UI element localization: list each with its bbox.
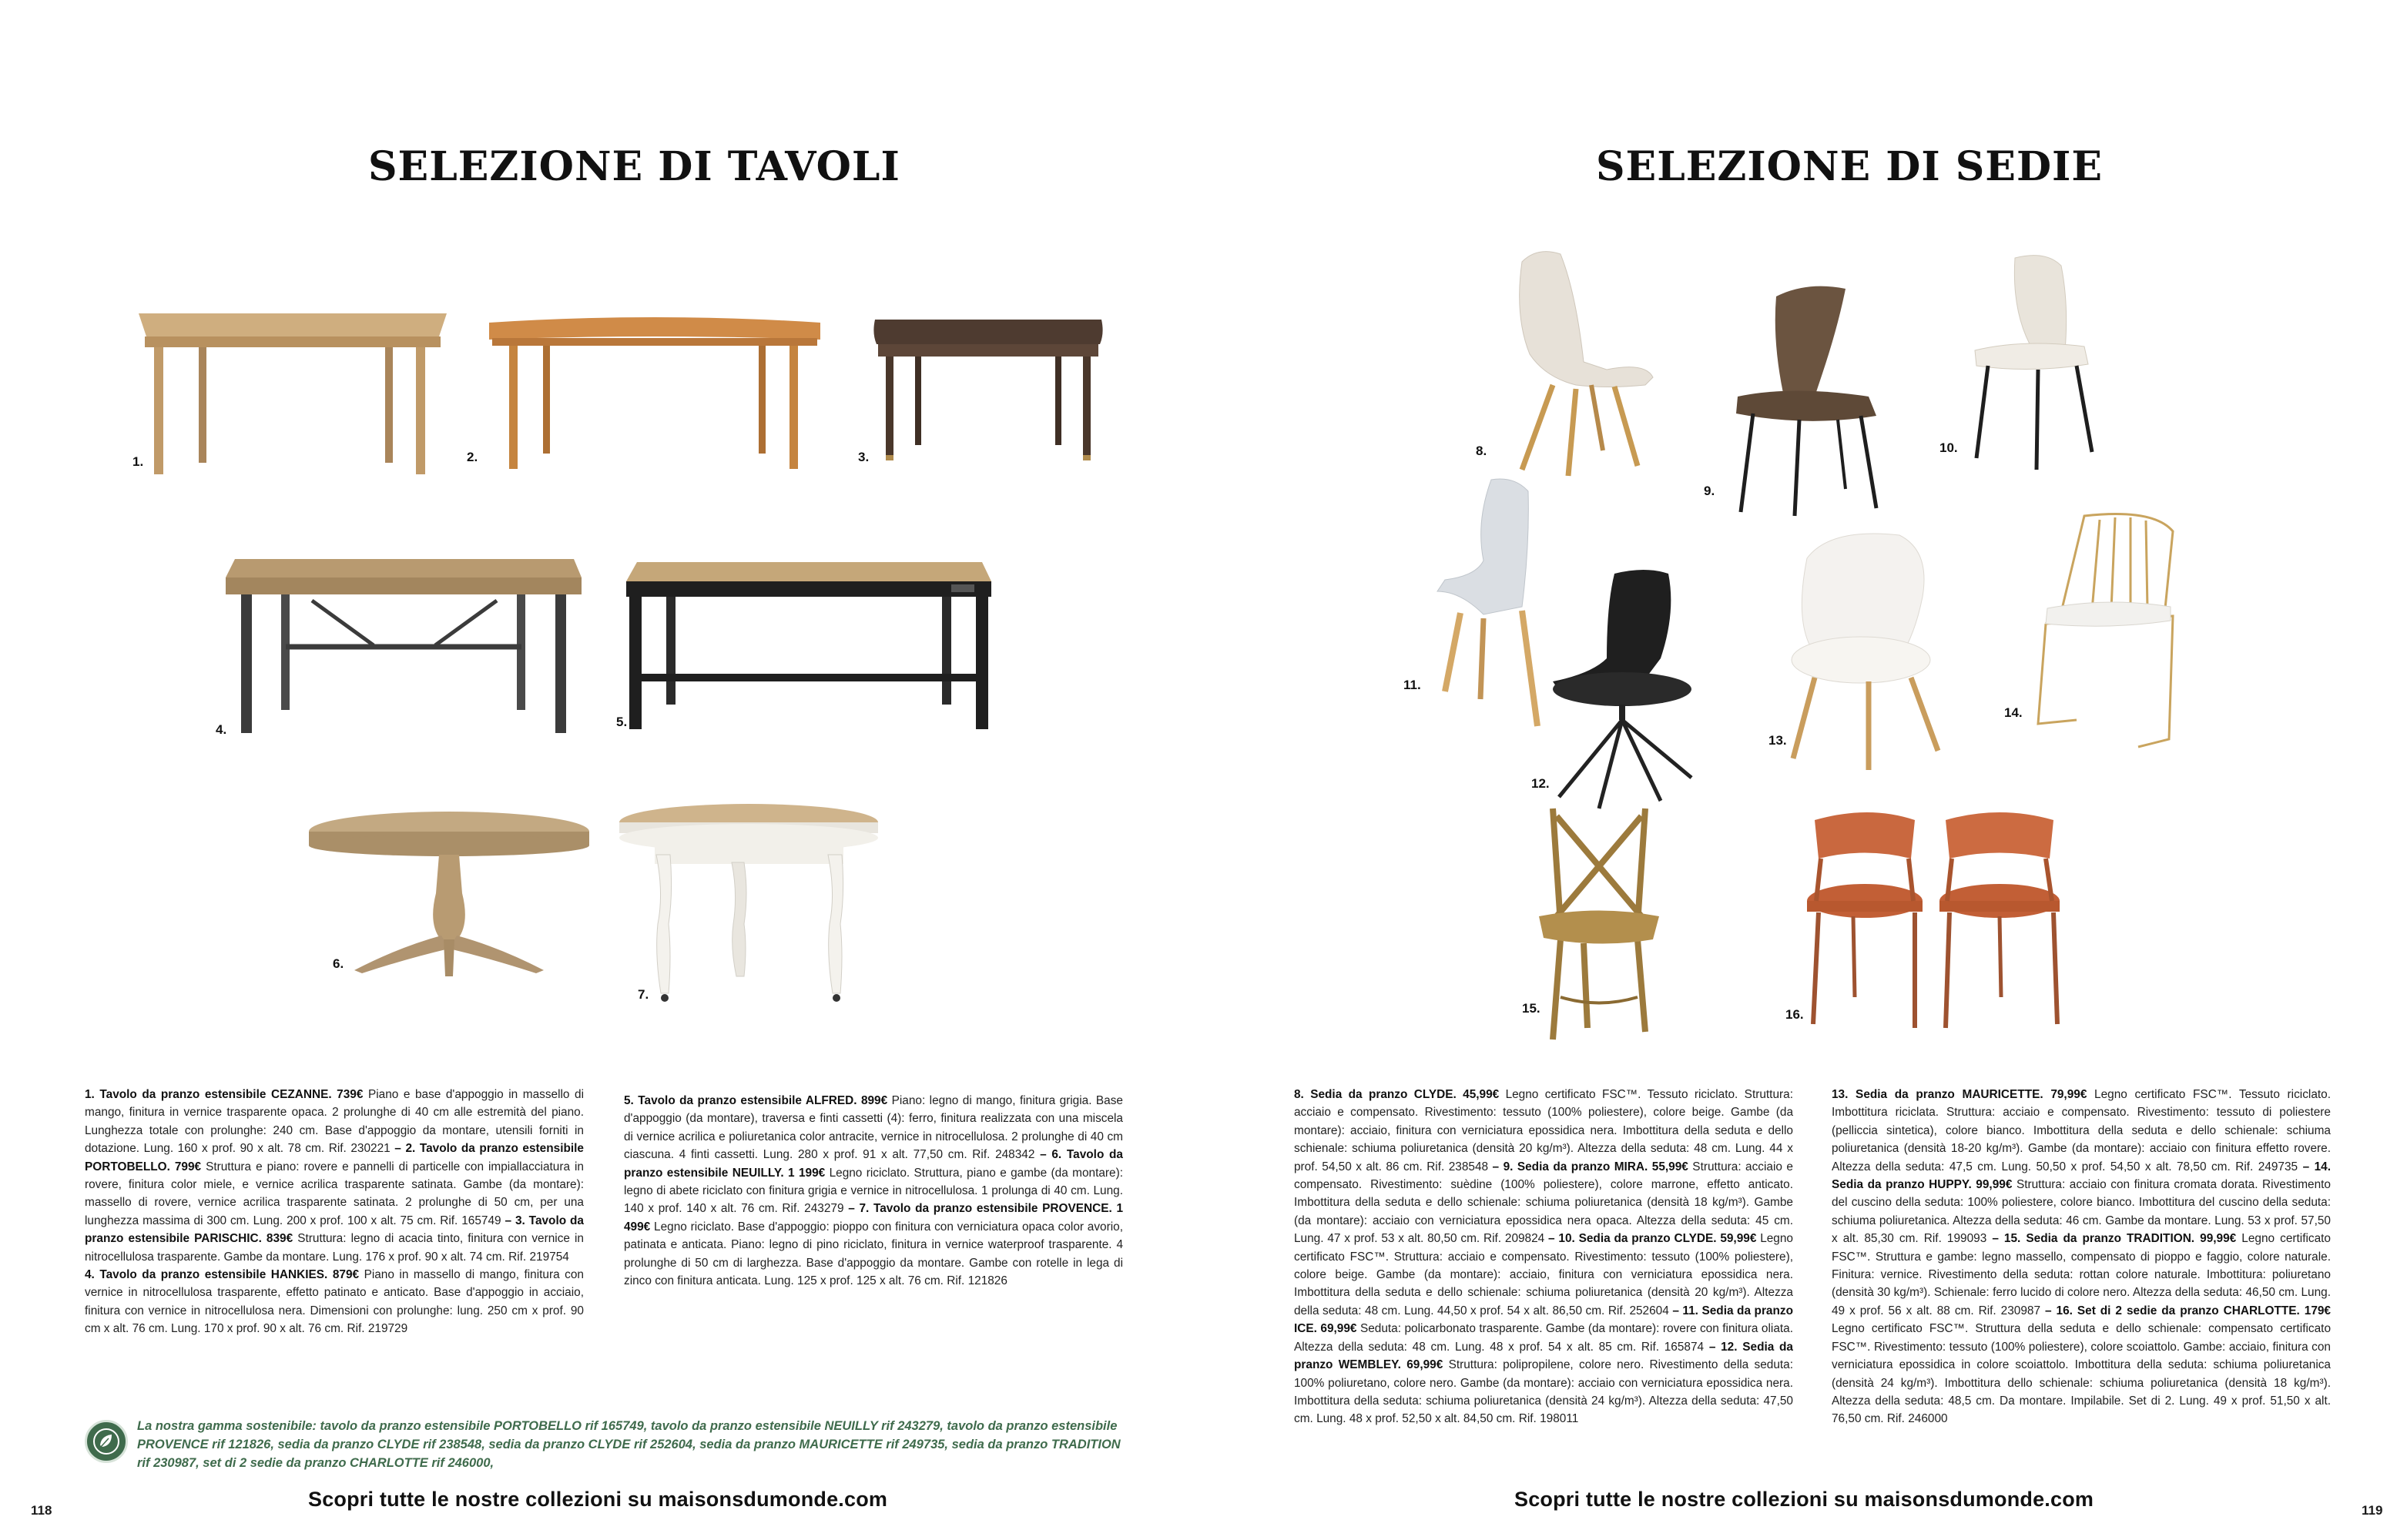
chair-13-label: 13. (1768, 733, 1787, 748)
chair-10-label: 10. (1939, 440, 1958, 455)
product-details: Struttura e piano: rovere e pannelli di particelle con impiallacciatura in rovere, finitura color miele, e vernice acrilica trasparente satinata. Gambe (da montare): massello di rovere, vernice acrilica trasparente satinata. 2 prolunghe di 50 cm, per una lunghezza massima di 300 cm. Lung. 200 x prof. 100 x alt. 75 cm. Rif. 165749 (85, 1160, 584, 1227)
product-details: Struttura: acciaio con finitura cromata dorata. Rivestimento del cuscino della seduta: 100% poliestere, colore bianco. Imbottitura del cuscino della seduta: schiuma poliuretanica. Altezza della seduta: 46 cm. Gambe da montare. Lung. 53 x prof. 57,50 x alt. 85,30 cm. Rif. 199093 (1832, 1178, 2331, 1246)
product-title: – 9. Sedia da pranzo MIRA. 55,99€ (1488, 1160, 1688, 1173)
table-1-label: 1. (132, 454, 144, 469)
product-details: Struttura: acciaio e compensato. Rivestimento: suèdine (100% poliestere), colore marrone, effetto anticato. Imbottitura della seduta e dello schienale: schiuma poliuretanica (densità 18 kg/m³). Gambe (da montare): acciaio con verniciatura epossidica nera opaca. Altezza della seduta: 45 cm. Lung. 47 x prof. 53 x alt. 80,50 cm. Rif. 209824 (1294, 1160, 1793, 1246)
chair-8-image (1491, 246, 1668, 477)
chair-15-image (1530, 801, 1668, 1047)
left-page (0, 0, 1198, 1540)
product-details: Legno riciclato. Struttura, piano e gambe (da montare): legno di abete riciclato con finitura grigia e vernice in nitrocellulosa. 1 prolunga di 40 cm. Lung. 140 x prof. 140 x alt. 76 cm. Rif. 243279 (624, 1166, 1123, 1216)
product-details: Legno certificato FSC™. Tessuto riciclato. Imbottitura riciclata. Struttura: acciaio e compensato. Rivestimento: tessuto di poliestere (pelliccia sintetica), colore bianco. Imbottitura della seduta e dello schienale: schiuma poliuretanica (densità 18-20 kg/m³). Gambe (da montare): acciaio con finitura effetto rovere. Altezza della seduta: 47,5 cm. Lung. 50,50 x prof. 54,50 x alt. 78,50 cm. Rif. 249735 (1832, 1088, 2331, 1173)
page-number: 119 (2362, 1503, 2383, 1518)
product-title: 4. Tavolo da pranzo estensibile HANKIES. 879€ (85, 1268, 360, 1282)
table-7-image (616, 801, 882, 1009)
tables-description-column-1 (85, 1086, 584, 1338)
table-4-image (220, 554, 585, 739)
product-title: – 12. Sedia da pranzo WEMBLEY. 69,99€ (1294, 1340, 1793, 1372)
product-details: Struttura: polipropilene, colore nero. Rivestimento della seduta: 100% poliuretano, colore nero. Gambe (da montare): acciaio con verniciatura epossidica nera. Imbottitura della seduta: schiuma poliuretanica (densità 24 kg/m³). Altezza della seduta: 47,50 cm. Lung. 48 x prof. 52,50 x alt. 84,50 cm. Rif. 198011 (1294, 1358, 1793, 1426)
product-title: – 11. Sedia da pranzo ICE. 69,99€ (1294, 1304, 1793, 1336)
table-6-label: 6. (333, 956, 344, 971)
product-details: Legno certificato FSC™. Struttura: acciaio e compensato. Rivestimento: tessuto (100% poliestere), colore beige. Gambe (da montare): acciaio, finitura con verniciatura epossidica nera. Imbottitura della seduta e dello schienale: schiuma poliuretanica (densità 20 kg/m³). Altezza della seduta: 48 cm. Lung. 44,50 x prof. 54 x alt. 86,50 cm. Rif. 252604 (1294, 1232, 1793, 1317)
product-details: Legno certificato FSC™. Struttura e gambe: legno massello, compensato di pioppo e faggio, colore naturale. Finitura: vernice. Rivestimento della seduta: rottan colore naturale. Imbottitura: poliuretano (densità 30 kg/m³). Schienale: ferro lucido di colore nero. Altezza della seduta: 46,50 cm. Lung. 49 x prof. 56 x alt. 88 cm. Rif. 230987 (1832, 1232, 2331, 1317)
product-title: 13. Sedia da pranzo MAURICETTE. 79,99€ (1832, 1088, 2087, 1101)
chair-16-image (1799, 805, 2077, 1036)
chair-14-image (2030, 508, 2184, 755)
footer-website-link[interactable]: Scopri tutte le nostre collezioni su maisonsdumonde.com (1514, 1488, 2094, 1511)
page-title-chairs: SELEZIONE DI SEDIE (1596, 143, 2103, 190)
chair-14-label: 14. (2004, 705, 2023, 720)
product-title: – 15. Sedia da pranzo TRADITION. 99,99€ (1986, 1232, 2237, 1246)
table-6-image (307, 808, 592, 978)
chair-9-image (1730, 281, 1892, 520)
footer-website-link[interactable]: Scopri tutte le nostre collezioni su maisonsdumonde.com (308, 1488, 888, 1511)
product-title: – 3. Tavolo da pranzo estensibile PARISCHIC. 839€ (85, 1214, 584, 1246)
product-details: Piano: legno di mango, finitura grigia. Base d'appoggio (da montare), traversa e finti cassetti (4): ferro, finitura realizzata con una miscela di vernice acrilica e poliuretanica color antracite, vernice in nitrocellulosa. 2 prolunghe di 40 cm ciascuna. 4 finti cassetti. Lung. 280 x prof. 91 x alt. 77,50 cm. Rif. 248342 (624, 1094, 1123, 1162)
product-details: Legno riciclato. Base d'appoggio: pioppo con finitura con verniciatura opaca color avorio, patinata e anticata. Piano: legno di pino riciclato, finitura in vernice waterproof trasparente. 4 prolunghe di 50 cm di larghezza. Base d'appoggio da montare. Gambe con rotelle in lega di zinco con finitura anticata. Lung. 125 x prof. 125 x alt. 76 cm. Rif. 121826 (624, 1220, 1123, 1288)
table-2-image (481, 312, 828, 477)
page-title-tables: SELEZIONE DI TAVOLI (368, 143, 900, 190)
table-2-label: 2. (467, 450, 478, 464)
table-5-image (620, 558, 997, 735)
chair-8-label: 8. (1476, 444, 1487, 458)
product-details: Piano e base d'appoggio in massello di mango, finitura in vernice trasparente opaca. 2 prolunghe di 40 cm alle estremità del piano. Lunghezza totale con prolunghe: 240 cm. Base d'appoggio da montare, utensili forniti in dotazione. Lung. 160 x prof. 90 x alt. 78 cm. Rif. 230221 (85, 1088, 584, 1156)
chair-9-label: 9. (1704, 484, 1715, 498)
tables-description-column-2 (624, 1092, 1123, 1290)
product-details: Struttura: legno di acacia tinto, finitura con vernice in nitrocellulosa trasparente. Gambe da montare. Lung. 176 x prof. 90 x alt. 74 cm. Rif. 219754 (85, 1232, 584, 1264)
product-title: – 6. Tavolo da pranzo estensibile NEUILLY. 1 199€ (624, 1148, 1123, 1180)
product-title: – 10. Sedia da pranzo CLYDE. 59,99€ (1544, 1232, 1757, 1246)
product-title: 5. Tavolo da pranzo estensibile ALFRED. 899€ (624, 1094, 888, 1107)
chairs-description-column-1 (1294, 1086, 1793, 1428)
table-4-label: 4. (216, 722, 227, 737)
sustainable-range-note (85, 1417, 1125, 1474)
product-details: Legno certificato FSC™. Struttura della seduta e dello schienale: compensato certificato FSC™. Rivestimento: tessuto (100% poliestere), colore scoiattolo. Gambe: acciaio, finitura con verniciatura epossidica in colore scoiattolo. Imbottitura della seduta: schiuma poliuretanica (densità 24 kg/m³). Imbottitura dello schienale: schiuma poliuretanica (densità 18 kg/m³). Altezza della seduta: 48,5 cm. Da montare. Impilabile. Set di 2. Lung. 49 x prof. 51,50 x alt. 76,50 cm. Rif. 246000 (1832, 1322, 2331, 1426)
product-title: – 14. Sedia da pranzo HUPPY. 99,99€ (1832, 1160, 2331, 1192)
product-details: Piano in massello di mango, finitura con vernice in nitrocellulosa trasparente, effetto patinato e anticato. Base d'appoggio in acciaio, finitura con vernice in nitrocellulosa nera. Dimensioni con prolunghe: lung. 250 cm x prof. 90 cm x alt. 76 cm. Lung. 170 x prof. 90 x alt. 76 cm. Rif. 219729 (85, 1268, 584, 1336)
chair-15-label: 15. (1522, 1001, 1540, 1016)
page-number: 118 (31, 1503, 52, 1518)
product-title: – 2. Tavolo da pranzo estensibile PORTOBELLO. 799€ (85, 1142, 584, 1173)
chair-12-label: 12. (1531, 776, 1550, 791)
product-title: 8. Sedia da pranzo CLYDE. 45,99€ (1294, 1088, 1500, 1101)
chair-13-image (1784, 527, 1946, 774)
product-title: 1. Tavolo da pranzo estensibile CEZANNE. 739€ (85, 1088, 364, 1101)
product-title: – 16. Set di 2 sedie da pranzo CHARLOTTE. 179€ (2040, 1304, 2331, 1317)
chairs-description-column-2 (1832, 1086, 2331, 1428)
eco-leaf-icon (85, 1420, 128, 1463)
chair-11-label: 11. (1403, 678, 1421, 692)
product-details: Legno certificato FSC™. Tessuto riciclato. Struttura: acciaio e compensato. Rivestimento: tessuto (100% poliestere), colore beige. Gambe (da montare): acciaio, finitura con verniciatura epossidica nera. Imbottitura della seduta e dello schienale: schiuma poliuretanica (densità 20 kg/m³). Altezza della seduta: 48 cm. Lung. 44 x prof. 54,50 x alt. 86 cm. Rif. 238548 (1294, 1088, 1793, 1173)
table-3-label: 3. (858, 450, 870, 464)
table-3-image (869, 312, 1108, 466)
sustainable-range-text: La nostra gamma sostenibile: tavolo da pranzo estensibile PORTOBELLO rif 165749, tavolo da pranzo estensibile NEUILLY rif 243279, tavolo da pranzo estensibile PROVENCE rif 121826, sedia da pranzo CLYDE rif 238548, sedia da pranzo CLYDE rif 252604, sedia da pranzo MAURICETTE rif 249735, sedia da pranzo TRADITION rif 230987, set di 2 sedie da pranzo CHARLOTTE rif 246000, (137, 1419, 1121, 1470)
table-7-label: 7. (638, 987, 649, 1002)
chair-12-image (1545, 566, 1707, 812)
table-5-label: 5. (616, 715, 628, 729)
right-page (1198, 0, 2397, 1540)
product-title: – 7. Tavolo da pranzo estensibile PROVENCE. 1 499€ (624, 1202, 1124, 1234)
product-details: Seduta: policarbonato trasparente. Gambe (da montare): rovere con finitura oliata. Altezza della seduta: 48 cm. Lung. 48 x prof. 54 x alt. 85 cm. Rif. 165874 (1294, 1322, 1793, 1354)
chair-16-label: 16. (1785, 1007, 1804, 1022)
table-1-image (131, 304, 454, 481)
chair-10-image (1969, 250, 2100, 474)
